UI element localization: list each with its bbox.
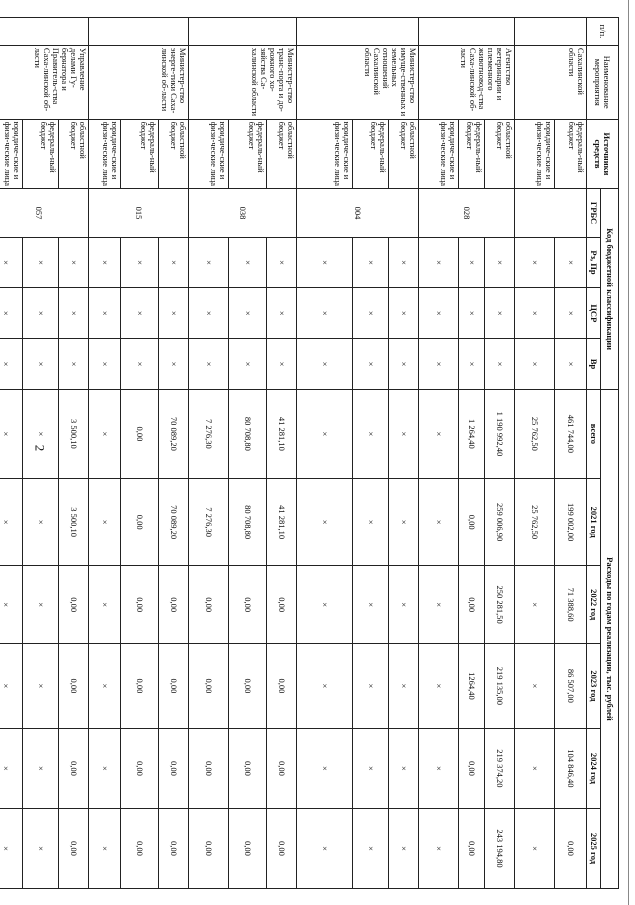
cell-grbs: 004 [297, 189, 419, 237]
cell-grbs: 057 [0, 189, 89, 237]
cell-source: областной бюджет [389, 119, 419, 189]
cell-rzpr: × [121, 237, 159, 288]
cell-y2025: × [515, 808, 555, 888]
cell-y2025: 0,00 [159, 808, 189, 888]
cell-rzpr: × [419, 237, 459, 288]
cell-total: 461 744,00 [555, 389, 587, 478]
cell-y2023: × [0, 643, 23, 728]
cell-total: 0,00 [121, 389, 159, 478]
cell-rzpr: × [353, 237, 389, 288]
cell-y2022: 0,00 [229, 566, 267, 643]
cell-total: 3 500,10 [59, 389, 89, 478]
table-row [267, 18, 297, 889]
cell-y2025: × [89, 808, 121, 888]
cell-y2022: × [419, 566, 459, 643]
cell-source: юридиче-ские и физи-ческие лица [419, 119, 459, 189]
cell-rzpr: × [297, 237, 353, 288]
cell-y2021: × [297, 478, 353, 566]
cell-vr: × [23, 339, 59, 390]
table-row [555, 18, 587, 889]
cell-num [0, 18, 89, 46]
cell-source: федераль-ный бюджет [555, 119, 587, 189]
cell-y2021: 25 762,50 [515, 478, 555, 566]
cell-y2025: × [23, 808, 59, 888]
cell-csr: × [353, 288, 389, 339]
cell-total: 7 276,30 [189, 389, 229, 478]
cell-vr: × [297, 339, 353, 390]
cell-rzpr: × [23, 237, 59, 288]
cell-total: × [89, 389, 121, 478]
cell-csr: × [23, 288, 59, 339]
cell-csr: × [159, 288, 189, 339]
cell-source: областной бюджет [267, 119, 297, 189]
cell-source: федераль-ный бюджет [353, 119, 389, 189]
cell-y2024: 0,00 [189, 728, 229, 808]
table-row [419, 18, 459, 889]
cell-y2025: 0,00 [189, 808, 229, 888]
cell-y2021: × [89, 478, 121, 566]
cell-vr: × [515, 339, 555, 390]
cell-csr: × [59, 288, 89, 339]
cell-rzpr: × [267, 237, 297, 288]
cell-source: федераль-ный бюджет [229, 119, 267, 189]
cell-vr: × [89, 339, 121, 390]
cell-vr: × [59, 339, 89, 390]
cell-y2021: 0,00 [121, 478, 159, 566]
cell-source: областной бюджет [485, 119, 515, 189]
cell-y2024: × [515, 728, 555, 808]
cell-y2022: × [297, 566, 353, 643]
cell-y2024: 0,00 [267, 728, 297, 808]
header-csr: ЦСР [587, 288, 601, 339]
cell-y2022: × [515, 566, 555, 643]
table-row [121, 18, 159, 889]
table-row [485, 18, 515, 889]
cell-csr: × [189, 288, 229, 339]
table-row [189, 18, 229, 889]
cell-y2025: × [389, 808, 419, 888]
cell-y2022: 71 388,60 [555, 566, 587, 643]
cell-total: 25 762,50 [515, 389, 555, 478]
header-total: всего [587, 389, 601, 478]
cell-total: 41 281,10 [267, 389, 297, 478]
cell-source: областной бюджет [159, 119, 189, 189]
cell-source: юридиче-ские и физи-ческие лица [189, 119, 229, 189]
cell-y2021: 7 276,30 [189, 478, 229, 566]
cell-total: 1 190 992,40 [485, 389, 515, 478]
cell-num [297, 18, 419, 46]
cell-total: × [419, 389, 459, 478]
cell-vr: × [419, 339, 459, 390]
cell-csr: × [389, 288, 419, 339]
cell-event-name: Министер-ство имуще-ственных и земельных отношений Сахалинской области [297, 45, 419, 119]
header-name: Наименование мероприятия [587, 45, 619, 119]
cell-grbs: 015 [89, 189, 189, 237]
cell-y2022: × [0, 566, 23, 643]
header-2021: 2021 год [587, 478, 601, 566]
cell-y2021: 199 002,00 [555, 478, 587, 566]
cell-y2024: 0,00 [229, 728, 267, 808]
cell-grbs: 028 [419, 189, 515, 237]
cell-y2023: × [89, 643, 121, 728]
cell-y2021: × [389, 478, 419, 566]
cell-y2025: × [297, 808, 353, 888]
cell-y2024: × [89, 728, 121, 808]
cell-y2022: 0,00 [159, 566, 189, 643]
cell-y2022: 0,00 [59, 566, 89, 643]
cell-y2021: 41 281,10 [267, 478, 297, 566]
cell-y2024: × [297, 728, 353, 808]
cell-y2025: 0,00 [121, 808, 159, 888]
cell-y2023: 0,00 [121, 643, 159, 728]
cell-y2024: 0,00 [59, 728, 89, 808]
cell-y2025: × [0, 808, 23, 888]
cell-source: юридиче-ские и физи-ческие лица [89, 119, 121, 189]
cell-total: × [0, 389, 23, 478]
cell-y2022: 0,00 [267, 566, 297, 643]
cell-y2021: × [353, 478, 389, 566]
cell-y2023: × [515, 643, 555, 728]
cell-y2025: 0,00 [267, 808, 297, 888]
cell-event-name: Управление делами Гу-бернатора и Правитель-ства Саха-линской об-ласти [0, 45, 89, 119]
table-body [0, 18, 587, 889]
cell-csr: × [459, 288, 485, 339]
header-code-group: Код бюджетной классификации [601, 189, 619, 390]
header-expense-group: Расходы по годам реализации, тыс. рублей [601, 389, 619, 888]
cell-y2024: 0,00 [159, 728, 189, 808]
cell-csr: × [229, 288, 267, 339]
table-row [229, 18, 267, 889]
cell-vr: × [353, 339, 389, 390]
cell-y2022: × [23, 566, 59, 643]
cell-rzpr: × [459, 237, 485, 288]
cell-vr: × [0, 339, 23, 390]
rotated-table-container [0, 17, 619, 889]
cell-num [419, 18, 515, 46]
cell-csr: × [267, 288, 297, 339]
cell-y2025: 0,00 [459, 808, 485, 888]
cell-y2024: 0,00 [459, 728, 485, 808]
cell-csr: × [555, 288, 587, 339]
cell-num [515, 18, 587, 46]
cell-source: юридиче-ские и физи-ческие лица [297, 119, 353, 189]
cell-rzpr: × [89, 237, 121, 288]
cell-y2024: × [23, 728, 59, 808]
cell-event-name: Сахалинской области [515, 45, 587, 119]
cell-y2023: × [389, 643, 419, 728]
cell-grbs: 038 [189, 189, 297, 237]
cell-csr: × [419, 288, 459, 339]
cell-vr: × [555, 339, 587, 390]
header-rzpr: Рз, Пр [587, 237, 601, 288]
cell-source: федераль-ный бюджет [121, 119, 159, 189]
cell-rzpr: × [59, 237, 89, 288]
cell-csr: × [0, 288, 23, 339]
cell-vr: × [159, 339, 189, 390]
cell-total: × [389, 389, 419, 478]
cell-total: × [23, 389, 59, 478]
cell-y2022: 0,00 [189, 566, 229, 643]
header-2025: 2025 год [587, 808, 601, 888]
cell-csr: × [485, 288, 515, 339]
header-2022: 2022 год [587, 566, 601, 643]
cell-y2023: 0,00 [59, 643, 89, 728]
cell-y2023: 1264,40 [459, 643, 485, 728]
cell-vr: × [229, 339, 267, 390]
cell-y2023: × [297, 643, 353, 728]
table-row [515, 18, 555, 889]
cell-y2024: 104 846,40 [555, 728, 587, 808]
cell-source: областной бюджет [59, 119, 89, 189]
cell-y2022: × [353, 566, 389, 643]
cell-vr: × [459, 339, 485, 390]
cell-y2022: × [89, 566, 121, 643]
cell-csr: × [121, 288, 159, 339]
cell-source: федераль-ный бюджет [23, 119, 59, 189]
table-row [297, 18, 353, 889]
cell-rzpr: × [515, 237, 555, 288]
cell-rzpr: × [159, 237, 189, 288]
cell-y2023: 0,00 [189, 643, 229, 728]
cell-vr: × [389, 339, 419, 390]
cell-y2021: × [0, 478, 23, 566]
cell-y2023: 219 135,00 [485, 643, 515, 728]
cell-y2023: × [419, 643, 459, 728]
cell-y2023: 0,00 [229, 643, 267, 728]
cell-y2024: × [0, 728, 23, 808]
table-viewport [0, 17, 619, 889]
cell-total: × [353, 389, 389, 478]
cell-y2022: 0,00 [121, 566, 159, 643]
cell-y2025: × [419, 808, 459, 888]
budget-table [0, 17, 619, 889]
cell-y2021: 80 708,80 [229, 478, 267, 566]
cell-y2023: 0,00 [267, 643, 297, 728]
header-row-1 [601, 18, 619, 889]
cell-source: юридиче-ские и физи-ческие лица [0, 119, 23, 189]
cell-vr: × [189, 339, 229, 390]
cell-source: юридиче-ские и физи-ческие лица [515, 119, 555, 189]
cell-csr: × [515, 288, 555, 339]
cell-y2024: × [419, 728, 459, 808]
cell-y2024: 219 374,20 [485, 728, 515, 808]
table-row [389, 18, 419, 889]
header-2023: 2023 год [587, 643, 601, 728]
header-grbs: ГРБС [587, 189, 601, 237]
cell-y2021: × [419, 478, 459, 566]
cell-y2021: 259 006,90 [485, 478, 515, 566]
cell-num [89, 18, 189, 46]
cell-grbs [515, 189, 587, 237]
cell-vr: × [121, 339, 159, 390]
cell-rzpr: × [555, 237, 587, 288]
cell-total: 70 089,20 [159, 389, 189, 478]
cell-total: × [297, 389, 353, 478]
cell-rzpr: × [0, 237, 23, 288]
cell-y2022: 0,00 [459, 566, 485, 643]
table-row [0, 18, 23, 889]
cell-y2021: × [23, 478, 59, 566]
table-row [89, 18, 121, 889]
cell-rzpr: × [189, 237, 229, 288]
cell-y2025: 0,00 [229, 808, 267, 888]
cell-rzpr: × [485, 237, 515, 288]
cell-y2023: × [353, 643, 389, 728]
table-row [59, 18, 89, 889]
cell-y2024: 0,00 [121, 728, 159, 808]
page-number: 2 [32, 444, 48, 452]
cell-y2025: × [353, 808, 389, 888]
cell-y2024: × [353, 728, 389, 808]
scan-edge-right [628, 0, 629, 905]
cell-y2025: 243 194,80 [485, 808, 515, 888]
cell-y2023: × [23, 643, 59, 728]
cell-y2021: 0,00 [459, 478, 485, 566]
cell-y2023: 86 507,00 [555, 643, 587, 728]
cell-vr: × [485, 339, 515, 390]
cell-y2022: 250 281,50 [485, 566, 515, 643]
cell-csr: × [297, 288, 353, 339]
cell-y2024: × [389, 728, 419, 808]
table-row [459, 18, 485, 889]
cell-vr: × [267, 339, 297, 390]
cell-event-name: Министер-ство транс-порта и до-рожного хо-зяйства Са-халинской области [189, 45, 297, 119]
cell-y2021: 70 089,20 [159, 478, 189, 566]
table-row [23, 18, 59, 889]
cell-rzpr: × [389, 237, 419, 288]
cell-y2025: 0,00 [59, 808, 89, 888]
cell-event-name: Агентство ветеринарии и племенного животновод-ства Саха-линской об-ласти [419, 45, 515, 119]
cell-event-name: Министер-ство энерге-тики Саха-линской об-ласти [89, 45, 189, 119]
cell-csr: × [89, 288, 121, 339]
table-row [353, 18, 389, 889]
cell-num [189, 18, 297, 46]
header-2024: 2024 год [587, 728, 601, 808]
cell-y2023: 0,00 [159, 643, 189, 728]
header-vr: Вр [587, 339, 601, 390]
cell-y2021: 3 500,10 [59, 478, 89, 566]
header-num: п/п. [587, 18, 619, 46]
cell-y2022: × [389, 566, 419, 643]
table-row [159, 18, 189, 889]
cell-total: 80 708,80 [229, 389, 267, 478]
cell-total: 1 264,40 [459, 389, 485, 478]
cell-source: федераль-ный бюджет [459, 119, 485, 189]
cell-y2025: 0,00 [555, 808, 587, 888]
cell-rzpr: × [229, 237, 267, 288]
header-source: Источники средств [587, 119, 619, 189]
